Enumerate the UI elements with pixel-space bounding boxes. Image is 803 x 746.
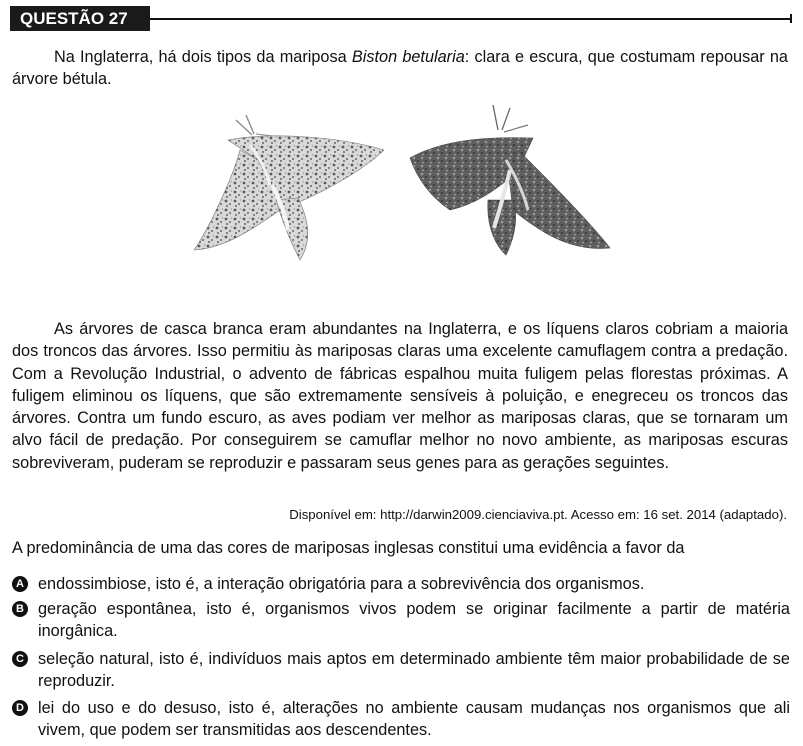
intro-text-start: Na Inglaterra, há dois tipos da mariposa (54, 48, 352, 66)
question-header (10, 6, 796, 32)
intro-text-end: : clara e escura, que costumam repousar na árvore bétula. (12, 48, 788, 89)
header-rule (150, 18, 792, 20)
option-d-text: lei do uso e do desuso, isto é, alterações no ambiente causam mudanças nos organismos que ali vivem, que podem ser transmitidas aos descendentes. (38, 699, 790, 740)
header-rule-tick (790, 14, 792, 23)
option-a-letter: A (12, 576, 28, 592)
body-paragraph: As árvores de casca branca eram abundantes na Inglaterra, e os líquens claros cobriam a maioria dos troncos das árvores. Isso permitiu às mariposas claras uma excelente camuflagem contra a predação. Com a Revolução Industrial, o advento de fábricas espalhou muita fuligem pelas florestas próximas. A fuligem eliminou os líquens, que são extremamente sensíveis à poluição, e enegreceu os troncos das árvores. Contra um fundo escuro, as aves podiam ver melhor as mariposas claras, que se tornaram um alvo fácil de predação. Por conseguirem se camuflar melhor no novo ambiente, as mariposas escuras sobreviveram, puderam se reproduzir e passaram seus genes para as gerações seguintes. (12, 320, 788, 472)
light-moth (194, 115, 384, 260)
option-c-letter: C (12, 651, 28, 667)
option-b-text: geração espontânea, isto é, organismos vivos podem se originar facilmente a partir de matéria inorgânica. (38, 600, 790, 641)
option-b-letter: B (12, 601, 28, 617)
option-a-text: endossimbiose, isto é, a interação obrigatória para a sobrevivência dos organismos. (38, 575, 645, 593)
intro-paragraph (12, 46, 788, 91)
source-citation: Disponível em: http://darwin2009.cienciaviva.pt. Acesso em: 16 set. 2014 (adaptado). (289, 507, 787, 522)
question-stem: A predominância de uma das cores de mariposas inglesas constitui uma evidência a favor da (12, 539, 685, 557)
moths-figure (188, 100, 618, 265)
option-c-text: seleção natural, isto é, indivíduos mais aptos em determinado ambiente têm maior probabilidade de se reproduzir. (38, 650, 790, 691)
question-number-label: QUESTÃO 27 (10, 6, 150, 31)
species-name: Biston betularia (351, 48, 465, 66)
dark-moth (410, 105, 610, 255)
option-d-letter: D (12, 700, 28, 716)
